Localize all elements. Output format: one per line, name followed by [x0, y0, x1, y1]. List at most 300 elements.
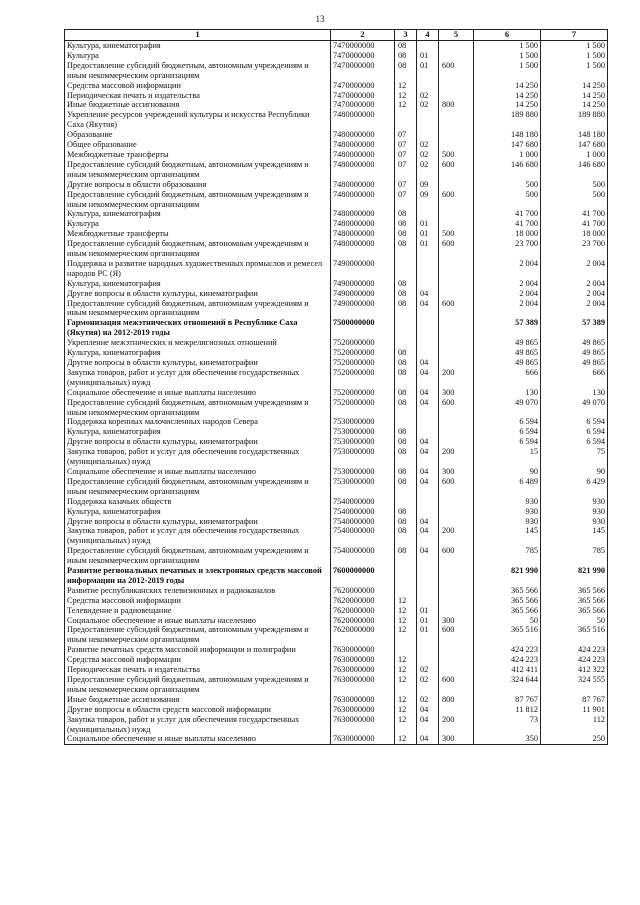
- table-row: [65, 81, 608, 91]
- row-name: Развитие печатных средств массовой информации и полиграфии: [65, 645, 331, 655]
- expense-type: 200: [439, 715, 474, 735]
- table-row: [65, 279, 608, 289]
- row-name: Другие вопросы в области средств массовой информации: [65, 705, 331, 715]
- row-name: Культура: [65, 51, 331, 61]
- amount-2019: 2 004: [541, 299, 608, 319]
- table-row: [65, 289, 608, 299]
- subsection-code: [417, 318, 439, 338]
- row-name: Социальное обеспечение и иные выплаты населению: [65, 616, 331, 626]
- target-code: 7530000000: [331, 437, 395, 447]
- row-name: Закупка товаров, работ и услуг для обеспечения государственных (муниципальных) нужд: [65, 368, 331, 388]
- amount-2019: 145: [541, 526, 608, 546]
- row-name: Другие вопросы в области культуры, кинематографии: [65, 289, 331, 299]
- row-name: Иные бюджетные ассигнования: [65, 100, 331, 110]
- target-code: 7630000000: [331, 645, 395, 655]
- expense-type: 200: [439, 368, 474, 388]
- row-name: Межбюджетные трансферты: [65, 229, 331, 239]
- expense-type: 600: [439, 477, 474, 497]
- expense-type: [439, 655, 474, 665]
- amount-2019: 250: [541, 734, 608, 744]
- expense-type: [439, 259, 474, 279]
- section-code: 07: [395, 160, 417, 180]
- row-name: Поддержка и развитие народных художественных промыслов и ремесел народов РС (Я): [65, 259, 331, 279]
- subsection-code: [417, 81, 439, 91]
- row-name: Средства массовой информации: [65, 655, 331, 665]
- subsection-code: 02: [417, 695, 439, 705]
- amount-2019: 365 566: [541, 596, 608, 606]
- table-row: [65, 318, 608, 338]
- table-row: [65, 606, 608, 616]
- subsection-code: 01: [417, 51, 439, 61]
- amount-2018: 11 812: [474, 705, 541, 715]
- subsection-code: 04: [417, 299, 439, 319]
- table-row: [65, 338, 608, 348]
- expense-type: 300: [439, 616, 474, 626]
- row-name: Иные бюджетные ассигнования: [65, 695, 331, 705]
- amount-2018: 424 223: [474, 655, 541, 665]
- amount-2019: 324 555: [541, 675, 608, 695]
- amount-2019: 147 680: [541, 140, 608, 150]
- table-row: [65, 645, 608, 655]
- amount-2018: 365 566: [474, 596, 541, 606]
- subsection-code: [417, 348, 439, 358]
- subsection-code: [417, 110, 439, 130]
- row-name: Другие вопросы в области образования: [65, 180, 331, 190]
- row-name: Телевидение и радиовещание: [65, 606, 331, 616]
- amount-2018: 930: [474, 507, 541, 517]
- amount-2019: 2 004: [541, 259, 608, 279]
- amount-2018: 324 644: [474, 675, 541, 695]
- table-row: [65, 477, 608, 497]
- section-code: 08: [395, 427, 417, 437]
- table-row: [65, 140, 608, 150]
- row-name: Культура: [65, 219, 331, 229]
- section-code: [395, 417, 417, 427]
- expense-type: 200: [439, 447, 474, 467]
- amount-2018: 73: [474, 715, 541, 735]
- table-row: [65, 51, 608, 61]
- table-row: [65, 348, 608, 358]
- table-row: [65, 675, 608, 695]
- subsection-code: 04: [417, 358, 439, 368]
- target-code: 7630000000: [331, 705, 395, 715]
- target-code: 7540000000: [331, 526, 395, 546]
- amount-2019: 365 566: [541, 586, 608, 596]
- table-row: [65, 427, 608, 437]
- table-row: [65, 665, 608, 675]
- amount-2018: 2 004: [474, 279, 541, 289]
- amount-2019: 930: [541, 507, 608, 517]
- row-name: Другие вопросы в области культуры, кинематографии: [65, 437, 331, 447]
- column-header-3: 3: [395, 30, 417, 41]
- row-name: Культура, кинематография: [65, 41, 331, 51]
- table-row: [65, 358, 608, 368]
- section-code: [395, 318, 417, 338]
- table-row: [65, 41, 608, 51]
- section-code: 08: [395, 477, 417, 497]
- subsection-code: 04: [417, 289, 439, 299]
- target-code: 7540000000: [331, 497, 395, 507]
- subsection-code: [417, 209, 439, 219]
- amount-2019: 75: [541, 447, 608, 467]
- subsection-code: 04: [417, 467, 439, 477]
- row-name: Образование: [65, 130, 331, 140]
- amount-2018: 2 004: [474, 299, 541, 319]
- amount-2019: 2 004: [541, 289, 608, 299]
- expense-type: [439, 279, 474, 289]
- table-row: [65, 625, 608, 645]
- section-code: 12: [395, 675, 417, 695]
- target-code: 7620000000: [331, 586, 395, 596]
- table-row: [65, 715, 608, 735]
- amount-2018: 57 389: [474, 318, 541, 338]
- target-code: 7530000000: [331, 467, 395, 477]
- amount-2018: 930: [474, 517, 541, 527]
- expense-type: [439, 338, 474, 348]
- amount-2018: 189 880: [474, 110, 541, 130]
- table-row: [65, 616, 608, 626]
- subsection-code: 02: [417, 100, 439, 110]
- amount-2019: 6 594: [541, 417, 608, 427]
- table-row: [65, 110, 608, 130]
- amount-2018: 412 411: [474, 665, 541, 675]
- amount-2019: 6 594: [541, 427, 608, 437]
- subsection-code: [417, 259, 439, 279]
- amount-2019: 14 250: [541, 100, 608, 110]
- target-code: 7480000000: [331, 140, 395, 150]
- table-row: [65, 229, 608, 239]
- row-name: Закупка товаров, работ и услуг для обеспечения государственных (муниципальных) нужд: [65, 447, 331, 467]
- expense-type: [439, 140, 474, 150]
- expense-type: [439, 606, 474, 616]
- amount-2018: 350: [474, 734, 541, 744]
- target-code: 7530000000: [331, 417, 395, 427]
- amount-2018: 130: [474, 388, 541, 398]
- section-code: 07: [395, 140, 417, 150]
- expense-type: 600: [439, 61, 474, 81]
- section-code: 12: [395, 705, 417, 715]
- expense-type: [439, 289, 474, 299]
- section-code: 12: [395, 734, 417, 744]
- subsection-code: 04: [417, 526, 439, 546]
- subsection-code: 01: [417, 229, 439, 239]
- section-code: 08: [395, 447, 417, 467]
- amount-2019: 424 223: [541, 655, 608, 665]
- amount-2018: 6 594: [474, 427, 541, 437]
- expense-type: 800: [439, 100, 474, 110]
- subsection-code: 04: [417, 546, 439, 566]
- expense-type: [439, 427, 474, 437]
- table-row: [65, 190, 608, 210]
- amount-2019: 112: [541, 715, 608, 735]
- target-code: 7520000000: [331, 358, 395, 368]
- row-name: Периодическая печать и издательства: [65, 665, 331, 675]
- expense-type: 600: [439, 625, 474, 645]
- amount-2019: 50: [541, 616, 608, 626]
- expense-type: [439, 81, 474, 91]
- amount-2018: 49 070: [474, 398, 541, 418]
- target-code: 7470000000: [331, 91, 395, 101]
- row-name: Предоставление субсидий бюджетным, автономным учреждениям и иным некоммерческим организациям: [65, 546, 331, 566]
- target-code: 7470000000: [331, 81, 395, 91]
- amount-2018: 2 004: [474, 259, 541, 279]
- section-code: 12: [395, 715, 417, 735]
- table-row: [65, 467, 608, 477]
- expense-type: [439, 209, 474, 219]
- expense-type: [439, 180, 474, 190]
- expense-type: 600: [439, 299, 474, 319]
- section-code: 08: [395, 507, 417, 517]
- row-name: Предоставление субсидий бюджетным, автономным учреждениям и иным некоммерческим организациям: [65, 625, 331, 645]
- row-name: Социальное обеспечение и иные выплаты населению: [65, 388, 331, 398]
- section-code: 07: [395, 180, 417, 190]
- table-row: [65, 180, 608, 190]
- subsection-code: 04: [417, 734, 439, 744]
- table-row: [65, 586, 608, 596]
- expense-type: [439, 586, 474, 596]
- amount-2018: 18 000: [474, 229, 541, 239]
- target-code: 7630000000: [331, 734, 395, 744]
- target-code: 7630000000: [331, 695, 395, 705]
- amount-2018: 1 500: [474, 51, 541, 61]
- amount-2019: 49 865: [541, 358, 608, 368]
- section-code: [395, 338, 417, 348]
- subsection-code: 04: [417, 705, 439, 715]
- amount-2018: 365 566: [474, 586, 541, 596]
- row-name: Общее образование: [65, 140, 331, 150]
- row-name: Культура, кинематография: [65, 348, 331, 358]
- column-header-5: 5: [439, 30, 474, 41]
- section-code: 08: [395, 398, 417, 418]
- section-code: [395, 586, 417, 596]
- section-code: 08: [395, 209, 417, 219]
- amount-2018: 41 700: [474, 219, 541, 229]
- subsection-code: 09: [417, 180, 439, 190]
- row-name: Культура, кинематография: [65, 427, 331, 437]
- amount-2018: 14 250: [474, 91, 541, 101]
- amount-2019: 930: [541, 497, 608, 507]
- subsection-code: [417, 41, 439, 51]
- section-code: 08: [395, 526, 417, 546]
- section-code: 08: [395, 229, 417, 239]
- column-header-7: 7: [541, 30, 608, 41]
- table-row: [65, 91, 608, 101]
- table-row: [65, 507, 608, 517]
- row-name: Предоставление субсидий бюджетным, автономным учреждениям и иным некоммерческим организациям: [65, 61, 331, 81]
- section-code: 08: [395, 289, 417, 299]
- column-header-2: 2: [331, 30, 395, 41]
- expense-type: [439, 705, 474, 715]
- amount-2019: 424 223: [541, 645, 608, 655]
- table-row: [65, 546, 608, 566]
- amount-2019: 412 322: [541, 665, 608, 675]
- row-name: Предоставление субсидий бюджетным, автономным учреждениям и иным некоммерческим организациям: [65, 239, 331, 259]
- subsection-code: 02: [417, 140, 439, 150]
- section-code: 12: [395, 91, 417, 101]
- subsection-code: 04: [417, 368, 439, 388]
- subsection-code: [417, 130, 439, 140]
- target-code: 7480000000: [331, 209, 395, 219]
- row-name: Средства массовой информации: [65, 596, 331, 606]
- table-row: [65, 398, 608, 418]
- amount-2018: 147 680: [474, 140, 541, 150]
- expense-type: [439, 130, 474, 140]
- amount-2019: 14 250: [541, 91, 608, 101]
- amount-2019: 6 594: [541, 437, 608, 447]
- subsection-code: [417, 497, 439, 507]
- section-code: 08: [395, 61, 417, 81]
- target-code: 7520000000: [331, 368, 395, 388]
- subsection-code: 01: [417, 606, 439, 616]
- amount-2018: 23 700: [474, 239, 541, 259]
- subsection-code: 02: [417, 665, 439, 675]
- amount-2019: 57 389: [541, 318, 608, 338]
- target-code: 7480000000: [331, 130, 395, 140]
- expense-type: 300: [439, 734, 474, 744]
- expense-type: 600: [439, 675, 474, 695]
- section-code: 08: [395, 358, 417, 368]
- section-code: [395, 645, 417, 655]
- row-name: Гармонизация межэтнических отношений в Республике Саха (Якутия) на 2012-2019 годы: [65, 318, 331, 338]
- expense-type: [439, 517, 474, 527]
- expense-type: [439, 596, 474, 606]
- amount-2019: 14 250: [541, 81, 608, 91]
- target-code: 7480000000: [331, 160, 395, 180]
- amount-2019: 148 180: [541, 130, 608, 140]
- expense-type: [439, 497, 474, 507]
- table-row: [65, 705, 608, 715]
- table-row: [65, 219, 608, 229]
- section-code: 08: [395, 388, 417, 398]
- section-code: 08: [395, 437, 417, 447]
- row-name: Межбюджетные трансферты: [65, 150, 331, 160]
- subsection-code: 01: [417, 625, 439, 645]
- section-code: 12: [395, 606, 417, 616]
- amount-2019: 49 865: [541, 348, 608, 358]
- subsection-code: 01: [417, 239, 439, 259]
- amount-2019: 666: [541, 368, 608, 388]
- target-code: 7620000000: [331, 616, 395, 626]
- expense-type: 600: [439, 398, 474, 418]
- target-code: 7480000000: [331, 150, 395, 160]
- section-code: 08: [395, 41, 417, 51]
- amount-2019: 1 500: [541, 41, 608, 51]
- amount-2018: 424 223: [474, 645, 541, 655]
- row-name: Социальное обеспечение и иные выплаты населению: [65, 467, 331, 477]
- expense-type: [439, 566, 474, 586]
- table-row: [65, 526, 608, 546]
- target-code: 7600000000: [331, 566, 395, 586]
- table-row: [65, 655, 608, 665]
- section-code: [395, 566, 417, 586]
- row-name: Закупка товаров, работ и услуг для обеспечения государственных (муниципальных) нужд: [65, 526, 331, 546]
- amount-2019: 821 990: [541, 566, 608, 586]
- expense-type: [439, 665, 474, 675]
- expense-type: 600: [439, 546, 474, 566]
- table-row: [65, 695, 608, 705]
- section-code: 08: [395, 546, 417, 566]
- row-name: Предоставление субсидий бюджетным, автономным учреждениям и иным некоммерческим организациям: [65, 477, 331, 497]
- target-code: 7630000000: [331, 655, 395, 665]
- target-code: 7540000000: [331, 546, 395, 566]
- row-name: Культура, кинематография: [65, 209, 331, 219]
- expense-type: 600: [439, 190, 474, 210]
- target-code: 7490000000: [331, 279, 395, 289]
- amount-2019: 90: [541, 467, 608, 477]
- row-name: Периодическая печать и издательства: [65, 91, 331, 101]
- amount-2018: 365 566: [474, 606, 541, 616]
- subsection-code: 02: [417, 150, 439, 160]
- amount-2019: 49 865: [541, 338, 608, 348]
- section-code: [395, 259, 417, 279]
- row-name: Другие вопросы в области культуры, кинематографии: [65, 517, 331, 527]
- amount-2018: 14 250: [474, 100, 541, 110]
- table-row: [65, 259, 608, 279]
- row-name: Предоставление субсидий бюджетным, автономным учреждениям и иным некоммерческим организациям: [65, 190, 331, 210]
- expense-type: [439, 51, 474, 61]
- section-code: 12: [395, 665, 417, 675]
- row-name: Культура, кинематография: [65, 279, 331, 289]
- amount-2019: 49 070: [541, 398, 608, 418]
- target-code: 7490000000: [331, 259, 395, 279]
- section-code: 12: [395, 695, 417, 705]
- section-code: 12: [395, 655, 417, 665]
- amount-2019: 130: [541, 388, 608, 398]
- table-row: [65, 517, 608, 527]
- subsection-code: [417, 427, 439, 437]
- section-code: [395, 110, 417, 130]
- row-name: Укрепление ресурсов учреждений культуры и искусства Республики Саха (Якутия): [65, 110, 331, 130]
- section-code: 12: [395, 81, 417, 91]
- section-code: [395, 497, 417, 507]
- row-name: Развитие региональных печатных и электронных средств массовой информации на 2012-2019 годы: [65, 566, 331, 586]
- subsection-code: 04: [417, 477, 439, 497]
- row-name: Закупка товаров, работ и услуг для обеспечения государственных (муниципальных) нужд: [65, 715, 331, 735]
- subsection-code: [417, 596, 439, 606]
- subsection-code: 04: [417, 437, 439, 447]
- target-code: 7480000000: [331, 219, 395, 229]
- target-code: 7470000000: [331, 41, 395, 51]
- section-code: 12: [395, 625, 417, 645]
- expense-type: [439, 348, 474, 358]
- expense-type: 500: [439, 229, 474, 239]
- subsection-code: [417, 566, 439, 586]
- amount-2018: 15: [474, 447, 541, 467]
- section-code: 07: [395, 150, 417, 160]
- section-code: 08: [395, 239, 417, 259]
- section-code: 08: [395, 517, 417, 527]
- expense-type: [439, 110, 474, 130]
- section-code: 08: [395, 51, 417, 61]
- target-code: 7520000000: [331, 338, 395, 348]
- table-row: [65, 417, 608, 427]
- target-code: 7520000000: [331, 388, 395, 398]
- amount-2018: 146 680: [474, 160, 541, 180]
- amount-2018: 930: [474, 497, 541, 507]
- subsection-code: 01: [417, 61, 439, 81]
- subsection-code: [417, 507, 439, 517]
- section-code: 08: [395, 279, 417, 289]
- amount-2018: 50: [474, 616, 541, 626]
- amount-2018: 49 865: [474, 338, 541, 348]
- expense-type: 200: [439, 526, 474, 546]
- table-row: [65, 497, 608, 507]
- target-code: 7620000000: [331, 596, 395, 606]
- expense-type: 600: [439, 239, 474, 259]
- table-row: [65, 239, 608, 259]
- amount-2019: 11 901: [541, 705, 608, 715]
- expense-type: [439, 417, 474, 427]
